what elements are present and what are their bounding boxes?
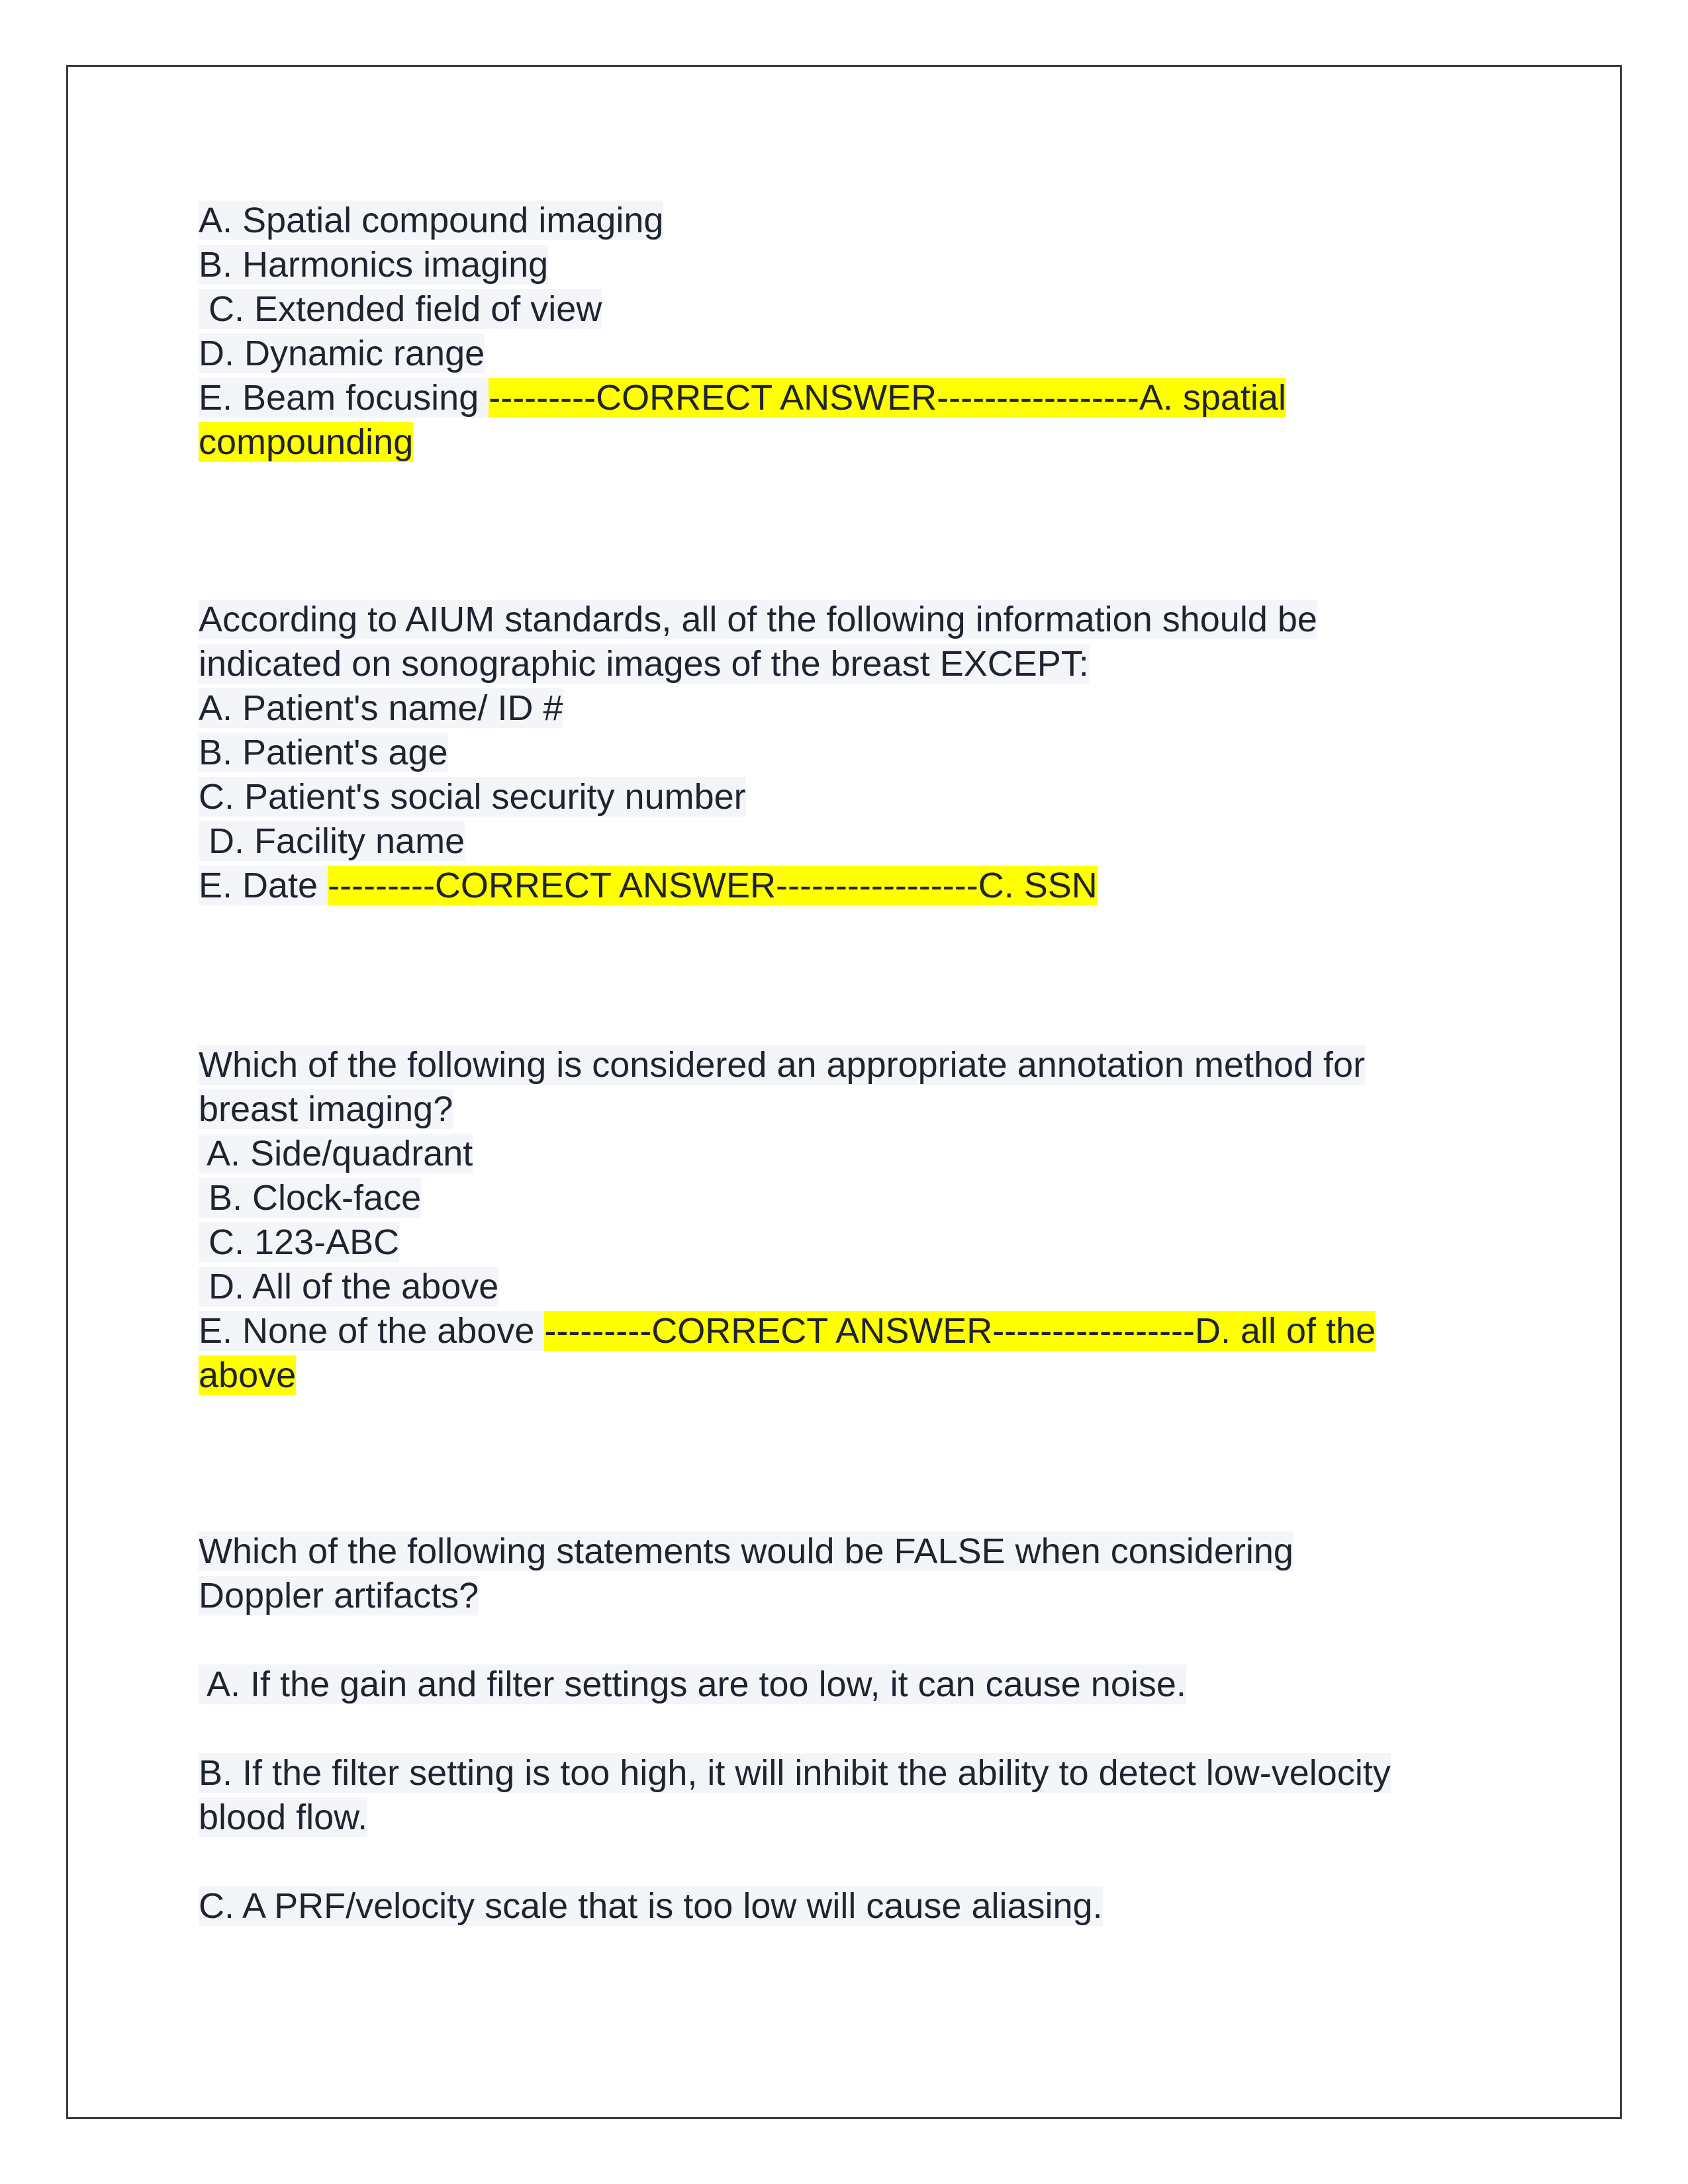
option-line: B. If the filter setting is too high, it will inhibit the ability to detect low-velocity	[199, 1753, 1391, 1793]
option-line: A. If the gain and filter settings are too low, it can cause noise.	[199, 1664, 1186, 1704]
option-line: C. Patient's social security number	[199, 777, 746, 817]
question-text: Which of the following is considered an appropriate annotation method for	[199, 1045, 1366, 1085]
answer-continuation	[199, 1353, 1509, 1398]
option-line: B. Patient's age	[199, 733, 448, 772]
correct-answer-highlight: compounding	[199, 422, 414, 462]
spacer	[199, 1840, 1509, 1884]
spacer	[199, 1707, 1509, 1751]
option-line: blood flow.	[199, 1797, 368, 1837]
option-line: A. Patient's name/ ID #	[199, 688, 563, 728]
option-line-with-answer: E. None of the above ---------CORRECT ANSWER-----------------D. all of the	[199, 1311, 1376, 1351]
question-4	[199, 1529, 1509, 1929]
option-line: D. Facility name	[199, 821, 465, 861]
option-line: D. Dynamic range	[199, 334, 485, 373]
option-line-with-answer: E. Date ---------CORRECT ANSWER-----------------C. SSN	[199, 866, 1098, 905]
option-line: D. All of the above	[199, 1267, 499, 1306]
option-line: B. Harmonics imaging	[199, 245, 549, 285]
question-3	[199, 1043, 1509, 1398]
option-line-with-answer: E. Beam focusing ---------CORRECT ANSWER-----------------A. spatial	[199, 378, 1286, 418]
option-line: C. A PRF/velocity scale that is too low will cause aliasing.	[199, 1886, 1103, 1926]
answer-continuation	[199, 420, 1509, 465]
correct-answer-highlight: ---------CORRECT ANSWER-----------------D. all of the	[544, 1311, 1376, 1351]
question-text: breast imaging?	[199, 1089, 453, 1129]
option-line: A. Side/quadrant	[199, 1134, 473, 1173]
option-line: A. Spatial compound imaging	[199, 201, 664, 240]
option-line: C. Extended field of view	[199, 289, 602, 329]
question-text: According to AIUM standards, all of the following information should be	[199, 600, 1317, 639]
option-line: B. Clock-face	[199, 1178, 422, 1218]
question-text: Which of the following statements would be FALSE when considering	[199, 1531, 1293, 1571]
correct-answer-highlight: ---------CORRECT ANSWER-----------------A. spatial	[489, 378, 1286, 418]
spacer	[199, 1618, 1509, 1662]
correct-answer-highlight: above	[199, 1355, 297, 1395]
question-text: Doppler artifacts?	[199, 1576, 479, 1615]
question-1	[199, 199, 1509, 465]
question-text: indicated on sonographic images of the breast EXCEPT:	[199, 644, 1089, 684]
correct-answer-highlight: ---------CORRECT ANSWER-----------------C. SSN	[328, 866, 1098, 905]
question-2	[199, 598, 1509, 908]
option-line: C. 123-ABC	[199, 1222, 400, 1262]
